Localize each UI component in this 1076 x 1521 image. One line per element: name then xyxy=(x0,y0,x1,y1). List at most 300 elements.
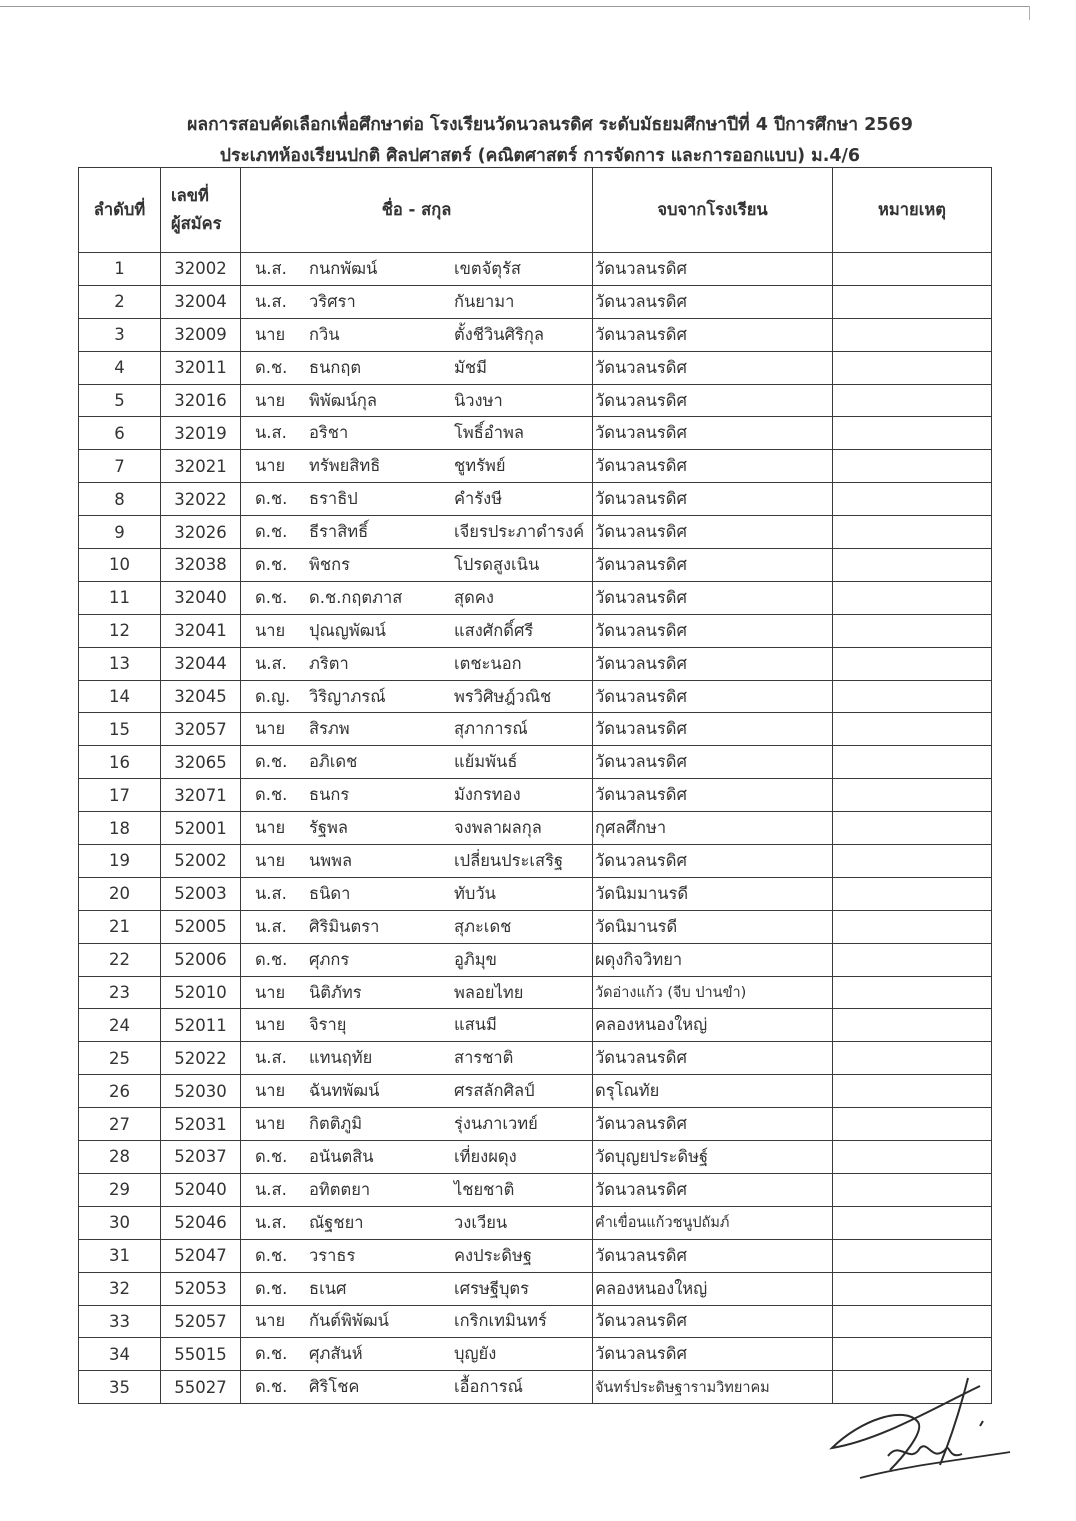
header-applicant-no xyxy=(161,168,241,253)
name-cell xyxy=(241,614,593,647)
name-cell xyxy=(241,351,593,384)
name-cell xyxy=(241,1239,593,1272)
remark-cell xyxy=(833,417,992,450)
table-row xyxy=(79,549,992,582)
table-header-row xyxy=(79,168,992,253)
name-prefix: ด.ช. xyxy=(255,1344,288,1364)
last-name: มังกรทอง xyxy=(454,785,521,805)
remark-cell xyxy=(833,713,992,746)
order-cell: 28 xyxy=(79,1141,161,1174)
remark-cell xyxy=(833,1173,992,1206)
applicant-no-cell: 32045 xyxy=(161,680,241,713)
remark-cell xyxy=(833,845,992,878)
first-name: ศุภสันห์ xyxy=(309,1344,363,1364)
name-cell xyxy=(241,713,593,746)
page-edge-line xyxy=(1029,6,1030,20)
school-cell: คำเขื่อนแก้วชนูปถัมภ์ xyxy=(593,1206,833,1239)
school-cell: วัดนวลนรดิศ xyxy=(593,450,833,483)
last-name: เปลี่ยนประเสริฐ xyxy=(454,850,564,870)
order-cell: 19 xyxy=(79,845,161,878)
name-cell xyxy=(241,516,593,549)
header-applicant-no-line2: ผู้สมัคร xyxy=(171,214,222,233)
first-name: พิพัฒน์กุล xyxy=(309,390,378,410)
name-prefix: ด.ช. xyxy=(255,1278,288,1298)
school-cell: วัดนวลนรดิศ xyxy=(593,516,833,549)
remark-cell xyxy=(833,549,992,582)
school-cell: วัดนวลนรดิศ xyxy=(593,779,833,812)
school-cell: กุศลศึกษา xyxy=(593,812,833,845)
remark-cell xyxy=(833,581,992,614)
applicant-no-cell: 52053 xyxy=(161,1272,241,1305)
order-cell: 3 xyxy=(79,318,161,351)
first-name: ฉันทพัฒน์ xyxy=(309,1081,380,1101)
order-cell: 5 xyxy=(79,384,161,417)
table-row xyxy=(79,318,992,351)
school-cell: วัดนวลนรดิศ xyxy=(593,1108,833,1141)
name-cell xyxy=(241,779,593,812)
name-prefix: น.ส. xyxy=(255,1048,287,1068)
school-cell: จันทร์ประดิษฐารามวิทยาคม xyxy=(593,1371,833,1404)
applicant-no-cell: 32071 xyxy=(161,779,241,812)
remark-cell xyxy=(833,483,992,516)
last-name: รุ่งนภาเวทย์ xyxy=(454,1114,538,1134)
header-remark: หมายเหตุ xyxy=(833,168,992,253)
name-prefix: นาย xyxy=(255,1015,286,1035)
first-name: ศิริโชค xyxy=(309,1377,360,1397)
first-name: กันต์พิพัฒน์ xyxy=(309,1311,389,1331)
table-row xyxy=(79,1108,992,1141)
remark-cell xyxy=(833,812,992,845)
remark-cell xyxy=(833,746,992,779)
first-name: ศิริมินตรา xyxy=(309,916,380,936)
remark-cell xyxy=(833,614,992,647)
name-cell xyxy=(241,1141,593,1174)
table-row xyxy=(79,351,992,384)
table-row xyxy=(79,746,992,779)
first-name: ธีราสิทธิ์ xyxy=(309,522,369,542)
school-cell: วัดนวลนรดิศ xyxy=(593,253,833,286)
school-cell: วัดนิมานรดี xyxy=(593,910,833,943)
order-cell: 8 xyxy=(79,483,161,516)
school-cell: ดรุโณทัย xyxy=(593,1075,833,1108)
table-row xyxy=(79,285,992,318)
first-name: รัฐพล xyxy=(309,818,348,838)
table-body xyxy=(79,253,992,1404)
table-row xyxy=(79,1338,992,1371)
last-name: ไชยชาติ xyxy=(454,1179,515,1199)
school-cell: วัดบุญยประดิษฐ์ xyxy=(593,1141,833,1174)
name-prefix: ด.ช. xyxy=(255,357,288,377)
name-cell xyxy=(241,680,593,713)
name-cell xyxy=(241,483,593,516)
name-cell xyxy=(241,417,593,450)
applicant-no-cell: 55015 xyxy=(161,1338,241,1371)
last-name: เที่ยงผดุง xyxy=(454,1146,517,1166)
order-cell: 20 xyxy=(79,877,161,910)
name-cell xyxy=(241,647,593,680)
table-row xyxy=(79,910,992,943)
name-prefix: นาย xyxy=(255,390,286,410)
table-row xyxy=(79,647,992,680)
order-cell: 18 xyxy=(79,812,161,845)
table-row xyxy=(79,253,992,286)
first-name: ณัฐชยา xyxy=(309,1212,364,1232)
last-name: แสนมี xyxy=(454,1015,497,1035)
order-cell: 30 xyxy=(79,1206,161,1239)
name-prefix: น.ส. xyxy=(255,653,287,673)
results-table xyxy=(78,167,992,1404)
school-cell: วัดนวลนรดิศ xyxy=(593,614,833,647)
name-prefix: น.ส. xyxy=(255,423,287,443)
last-name: บุญยัง xyxy=(454,1344,497,1364)
table-row xyxy=(79,1305,992,1338)
first-name: วิริญาภรณ์ xyxy=(309,686,386,706)
table-row xyxy=(79,976,992,1009)
order-cell: 25 xyxy=(79,1042,161,1075)
last-name: แย้มพันธ์ xyxy=(454,752,518,772)
order-cell: 29 xyxy=(79,1173,161,1206)
first-name: ภริตา xyxy=(309,653,349,673)
remark-cell xyxy=(833,877,992,910)
school-cell: วัดนวลนรดิศ xyxy=(593,483,833,516)
first-name: ด.ช.กฤตภาส xyxy=(309,587,403,607)
name-prefix: น.ส. xyxy=(255,916,287,936)
applicant-no-cell: 32065 xyxy=(161,746,241,779)
applicant-no-cell: 52040 xyxy=(161,1173,241,1206)
applicant-no-cell: 52002 xyxy=(161,845,241,878)
table-row xyxy=(79,1206,992,1239)
applicant-no-cell: 32041 xyxy=(161,614,241,647)
name-prefix: ด.ช. xyxy=(255,554,288,574)
last-name: อูภิมุข xyxy=(454,949,497,969)
applicant-no-cell: 52057 xyxy=(161,1305,241,1338)
order-cell: 33 xyxy=(79,1305,161,1338)
order-cell: 7 xyxy=(79,450,161,483)
applicant-no-cell: 52031 xyxy=(161,1108,241,1141)
document-subtitle: ประเภทห้องเรียนปกติ ศิลปศาสตร์ (คณิตศาสตร์ การจัดการ และการออกแบบ) ม.4/6 xyxy=(219,146,861,166)
last-name: ตั้งชีวินศิริกุล xyxy=(454,324,544,344)
last-name: ศรสลักศิลป์ xyxy=(454,1081,535,1101)
applicant-no-cell: 52005 xyxy=(161,910,241,943)
table-row xyxy=(79,845,992,878)
first-name: พิชกร xyxy=(309,554,350,574)
name-prefix: นาย xyxy=(255,1081,286,1101)
applicant-no-cell: 32022 xyxy=(161,483,241,516)
school-cell: วัดนวลนรดิศ xyxy=(593,285,833,318)
school-cell: วัดนวลนรดิศ xyxy=(593,845,833,878)
applicant-no-cell: 55027 xyxy=(161,1371,241,1404)
first-name: กนกพัฒน์ xyxy=(309,258,378,278)
table-row xyxy=(79,614,992,647)
remark-cell xyxy=(833,647,992,680)
applicant-no-cell: 32026 xyxy=(161,516,241,549)
last-name: เกริกเทมินทร์ xyxy=(454,1311,547,1331)
name-prefix: นาย xyxy=(255,620,286,640)
name-cell xyxy=(241,1338,593,1371)
first-name: นิติภัทร xyxy=(309,982,362,1002)
table-row xyxy=(79,779,992,812)
applicant-no-cell: 52003 xyxy=(161,877,241,910)
name-cell xyxy=(241,384,593,417)
last-name: สุภะเดช xyxy=(454,916,512,936)
remark-cell xyxy=(833,1141,992,1174)
name-cell xyxy=(241,943,593,976)
school-cell: วัดนิมมานรดี xyxy=(593,877,833,910)
name-prefix: นาย xyxy=(255,456,286,476)
last-name: เตชะนอก xyxy=(454,653,522,673)
name-prefix: นาย xyxy=(255,324,286,344)
remark-cell xyxy=(833,779,992,812)
applicant-no-cell: 32002 xyxy=(161,253,241,286)
school-cell: คลองหนองใหญ่ xyxy=(593,1009,833,1042)
order-cell: 21 xyxy=(79,910,161,943)
name-prefix: ด.ช. xyxy=(255,522,288,542)
order-cell: 13 xyxy=(79,647,161,680)
name-cell xyxy=(241,450,593,483)
last-name: จงพลาผลกุล xyxy=(454,818,542,838)
school-cell: วัดอ่างแก้ว (จีบ ปานขำ) xyxy=(593,976,833,1009)
last-name: แสงศักดิ์ศรี xyxy=(454,620,534,640)
name-prefix: น.ส. xyxy=(255,883,287,903)
first-name: ธนิดา xyxy=(309,883,351,903)
first-name: แทนฤทัย xyxy=(309,1048,373,1068)
school-cell: คลองหนองใหญ่ xyxy=(593,1272,833,1305)
last-name: เขตจัตุรัส xyxy=(454,258,521,278)
order-cell: 34 xyxy=(79,1338,161,1371)
remark-cell xyxy=(833,318,992,351)
name-cell xyxy=(241,1371,593,1404)
remark-cell xyxy=(833,516,992,549)
last-name: สุภาการณ์ xyxy=(454,719,528,739)
name-cell xyxy=(241,253,593,286)
order-cell: 15 xyxy=(79,713,161,746)
applicant-no-cell: 52022 xyxy=(161,1042,241,1075)
name-prefix: ด.ญ. xyxy=(255,686,291,706)
applicant-no-cell: 52011 xyxy=(161,1009,241,1042)
last-name: พรวิศิษฎ์วณิช xyxy=(454,686,552,706)
name-cell xyxy=(241,877,593,910)
name-cell xyxy=(241,318,593,351)
first-name: อภิเดช xyxy=(309,752,358,772)
first-name: กิตติภูมิ xyxy=(309,1114,363,1134)
school-cell: วัดนวลนรดิศ xyxy=(593,1042,833,1075)
applicant-no-cell: 52046 xyxy=(161,1206,241,1239)
last-name: ชูทรัพย์ xyxy=(454,456,506,476)
remark-cell xyxy=(833,1075,992,1108)
name-cell xyxy=(241,1272,593,1305)
name-prefix: ด.ช. xyxy=(255,785,288,805)
first-name: ธนกฤต xyxy=(309,357,362,377)
applicant-no-cell: 32004 xyxy=(161,285,241,318)
name-cell xyxy=(241,845,593,878)
name-prefix: นาย xyxy=(255,1311,286,1331)
first-name: ธนกร xyxy=(309,785,350,805)
first-name: จิรายุ xyxy=(309,1015,347,1035)
name-prefix: นาย xyxy=(255,850,286,870)
order-cell: 35 xyxy=(79,1371,161,1404)
first-name: ศุภกร xyxy=(309,949,350,969)
name-prefix: นาย xyxy=(255,982,286,1002)
last-name: วงเวียน xyxy=(454,1212,508,1232)
school-cell: วัดนวลนรดิศ xyxy=(593,581,833,614)
remark-cell xyxy=(833,450,992,483)
handwritten-signature-icon xyxy=(820,1370,1020,1480)
table-row xyxy=(79,450,992,483)
last-name: คงประดิษฐ xyxy=(454,1245,532,1265)
table-row xyxy=(79,1075,992,1108)
last-name: เศรษฐีบุตร xyxy=(454,1278,530,1298)
school-cell: วัดนวลนรดิศ xyxy=(593,680,833,713)
last-name: นิวงษา xyxy=(454,390,503,410)
last-name: ทับวัน xyxy=(454,883,496,903)
table-row xyxy=(79,581,992,614)
name-cell xyxy=(241,1075,593,1108)
school-cell: วัดนวลนรดิศ xyxy=(593,1239,833,1272)
applicant-no-cell: 32009 xyxy=(161,318,241,351)
name-cell xyxy=(241,976,593,1009)
name-prefix: นาย xyxy=(255,1114,286,1134)
table-row xyxy=(79,1141,992,1174)
order-cell: 26 xyxy=(79,1075,161,1108)
first-name: กวิน xyxy=(309,324,340,344)
name-cell xyxy=(241,1042,593,1075)
table-row xyxy=(79,1173,992,1206)
name-prefix: ด.ช. xyxy=(255,1377,288,1397)
last-name: พลอยไทย xyxy=(454,982,524,1002)
order-cell: 2 xyxy=(79,285,161,318)
first-name: วริศรา xyxy=(309,291,356,311)
school-cell: วัดนวลนรดิศ xyxy=(593,1173,833,1206)
header-name: ชื่อ - สกุล xyxy=(241,168,593,253)
name-cell xyxy=(241,1206,593,1239)
table-row xyxy=(79,483,992,516)
school-cell: วัดนวลนรดิศ xyxy=(593,384,833,417)
first-name: ปุณญพัฒน์ xyxy=(309,620,386,640)
name-cell xyxy=(241,1173,593,1206)
table-row xyxy=(79,1239,992,1272)
table-row xyxy=(79,516,992,549)
header-order: ลำดับที่ xyxy=(79,168,161,253)
remark-cell xyxy=(833,910,992,943)
remark-cell xyxy=(833,976,992,1009)
last-name: เจียรประภาดำรงค์ xyxy=(454,522,585,542)
name-prefix: นาย xyxy=(255,818,286,838)
remark-cell xyxy=(833,1338,992,1371)
last-name: โพธิ์อำพล xyxy=(454,423,524,443)
order-cell: 11 xyxy=(79,581,161,614)
order-cell: 14 xyxy=(79,680,161,713)
name-prefix: น.ส. xyxy=(255,1179,287,1199)
remark-cell xyxy=(833,1108,992,1141)
remark-cell xyxy=(833,384,992,417)
last-name: เอื้อการณ์ xyxy=(454,1377,523,1397)
remark-cell xyxy=(833,253,992,286)
name-prefix: ด.ช. xyxy=(255,949,288,969)
applicant-no-cell: 32040 xyxy=(161,581,241,614)
table-row xyxy=(79,1009,992,1042)
first-name: สิรภพ xyxy=(309,719,350,739)
order-cell: 10 xyxy=(79,549,161,582)
name-cell xyxy=(241,581,593,614)
last-name: กันยามา xyxy=(454,291,515,311)
last-name: มัชมี xyxy=(454,357,487,377)
school-cell: ผดุงกิจวิทยา xyxy=(593,943,833,976)
name-prefix: ด.ช. xyxy=(255,587,288,607)
name-prefix: น.ส. xyxy=(255,258,287,278)
order-cell: 27 xyxy=(79,1108,161,1141)
first-name: ธเนศ xyxy=(309,1278,347,1298)
first-name: ทรัพยสิทธิ xyxy=(309,456,381,476)
order-cell: 22 xyxy=(79,943,161,976)
order-cell: 6 xyxy=(79,417,161,450)
school-cell: วัดนวลนรดิศ xyxy=(593,1305,833,1338)
applicant-no-cell: 32057 xyxy=(161,713,241,746)
name-prefix: ด.ช. xyxy=(255,489,288,509)
table-row xyxy=(79,1042,992,1075)
table-row xyxy=(79,680,992,713)
applicant-no-cell: 52030 xyxy=(161,1075,241,1108)
first-name: อริชา xyxy=(309,423,349,443)
remark-cell xyxy=(833,1206,992,1239)
table-row xyxy=(79,713,992,746)
applicant-no-cell: 52047 xyxy=(161,1239,241,1272)
first-name: นพพล xyxy=(309,850,353,870)
last-name: สารชาติ xyxy=(454,1048,514,1068)
name-cell xyxy=(241,1009,593,1042)
applicant-no-cell: 52006 xyxy=(161,943,241,976)
order-cell: 32 xyxy=(79,1272,161,1305)
order-cell: 4 xyxy=(79,351,161,384)
table-row xyxy=(79,384,992,417)
header-applicant-no-line1: เลขที่ xyxy=(171,186,209,205)
name-cell xyxy=(241,1305,593,1338)
first-name: อนันตสิน xyxy=(309,1146,374,1166)
page-edge-line xyxy=(0,6,1030,7)
table-row xyxy=(79,417,992,450)
first-name: ธราธิป xyxy=(309,489,358,509)
applicant-no-cell: 32011 xyxy=(161,351,241,384)
remark-cell xyxy=(833,1009,992,1042)
applicant-no-cell: 52001 xyxy=(161,812,241,845)
name-cell xyxy=(241,1108,593,1141)
name-prefix: ด.ช. xyxy=(255,1245,288,1265)
school-cell: วัดนวลนรดิศ xyxy=(593,746,833,779)
last-name: คำรังษี xyxy=(454,489,503,509)
name-cell xyxy=(241,910,593,943)
applicant-no-cell: 52010 xyxy=(161,976,241,1009)
school-cell: วัดนวลนรดิศ xyxy=(593,417,833,450)
school-cell: วัดนวลนรดิศ xyxy=(593,1338,833,1371)
name-prefix: น.ส. xyxy=(255,1212,287,1232)
name-cell xyxy=(241,285,593,318)
applicant-no-cell: 32016 xyxy=(161,384,241,417)
applicant-no-cell: 32019 xyxy=(161,417,241,450)
header-school: จบจากโรงเรียน xyxy=(593,168,833,253)
order-cell: 1 xyxy=(79,253,161,286)
remark-cell xyxy=(833,1272,992,1305)
order-cell: 9 xyxy=(79,516,161,549)
school-cell: วัดนวลนรดิศ xyxy=(593,549,833,582)
applicant-no-cell: 32021 xyxy=(161,450,241,483)
table-row xyxy=(79,943,992,976)
name-cell xyxy=(241,549,593,582)
school-cell: วัดนวลนรดิศ xyxy=(593,351,833,384)
school-cell: วัดนวลนรดิศ xyxy=(593,647,833,680)
order-cell: 24 xyxy=(79,1009,161,1042)
last-name: โปรดสูงเนิน xyxy=(454,554,540,574)
order-cell: 31 xyxy=(79,1239,161,1272)
table-row xyxy=(79,877,992,910)
